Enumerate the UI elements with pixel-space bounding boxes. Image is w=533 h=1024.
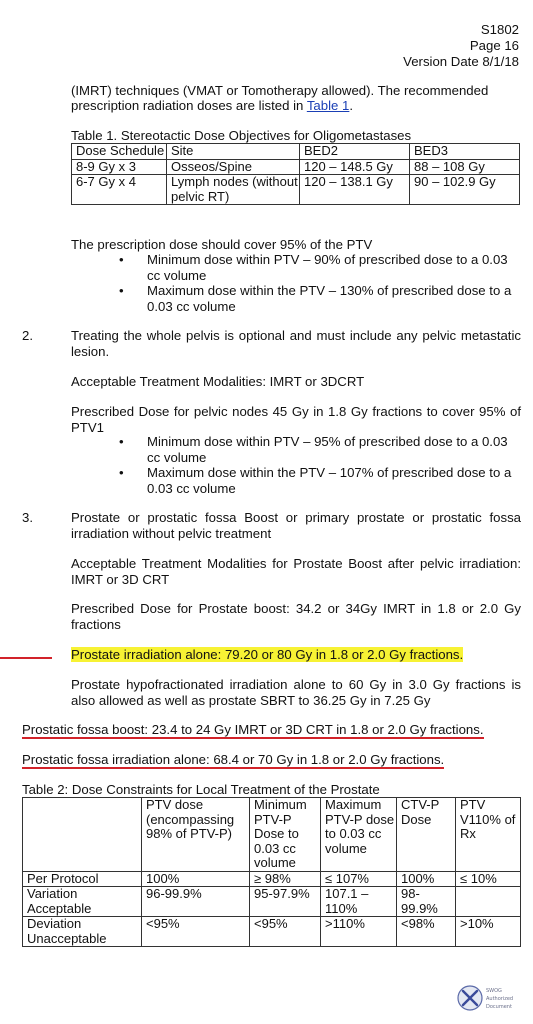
- intro-line-2: [71, 98, 521, 114]
- seal-line-2: Authorized: [486, 996, 514, 1002]
- table-cell: 100%: [397, 871, 456, 887]
- table-cell: <95%: [250, 917, 321, 947]
- table-header-cell: BED3: [410, 144, 520, 160]
- table-cell: 100%: [142, 871, 250, 887]
- table1-link[interactable]: Table 1: [306, 98, 350, 113]
- table-header-cell: Dose Schedule: [72, 144, 167, 160]
- bullet-icon: •: [119, 283, 124, 298]
- table-header-cell: Minimum PTV-P Dose to 0.03 cc volume: [250, 798, 321, 872]
- table-cell: <95%: [142, 917, 250, 947]
- table-row: [23, 917, 521, 947]
- fossa-boost-line: [22, 722, 506, 738]
- table-cell: 6-7 Gy x 4: [72, 175, 167, 205]
- table-header-cell: [23, 798, 142, 872]
- bullet-icon: •: [119, 252, 124, 267]
- table1-caption: Table 1. Stereotactic Dose Objectives for Oligometastases: [71, 128, 412, 143]
- table-header-cell: PTV V110% of Rx: [456, 798, 521, 872]
- table-cell: 8-9 Gy x 3: [72, 159, 167, 175]
- swog-seal-icon: [456, 980, 524, 1016]
- document-id: S1802: [480, 22, 519, 37]
- table-row: [72, 159, 520, 175]
- table-cell: 96-99.9%: [142, 887, 250, 917]
- version-date: Version Date 8/1/18: [403, 54, 519, 69]
- table-cell: 98-99.9%: [397, 887, 456, 917]
- table-cell: 120 – 138.1 Gy: [300, 175, 410, 205]
- table-cell: Variation Acceptable: [23, 887, 142, 917]
- ptv-bullet-2: Maximum dose within the PTV – 130% of prescribed dose to a 0.03 cc volume: [147, 283, 512, 314]
- table-row: [72, 175, 520, 205]
- item-number-2: 2.: [22, 328, 33, 343]
- seal-line-1: SWOG: [486, 988, 502, 994]
- ptv-bullet-1: Minimum dose within PTV – 90% of prescribed dose to a 0.03 cc volume: [147, 252, 508, 283]
- table2: [22, 797, 521, 947]
- item2-prescribed: Prescribed Dose for pelvic nodes 45 Gy in 1.8 Gy fractions to cover 95% of PTV1: [71, 404, 521, 435]
- item2-bullet-1: Minimum dose within PTV – 95% of prescribed dose to a 0.03 cc volume: [147, 434, 508, 465]
- red-margin-mark: [0, 657, 52, 659]
- item3-text: Prostate or prostatic fossa Boost or primary prostate or prostatic fossa irradiation without pelvic treatment: [71, 510, 521, 541]
- table-cell: 107.1 – 110%: [321, 887, 397, 917]
- fossa-alone-line: [22, 752, 506, 768]
- item3-prescribed: Prescribed Dose for Prostate boost: 34.2 or 34Gy IMRT in 1.8 or 2.0 Gy fractions: [71, 601, 521, 632]
- intro-period: .: [349, 98, 354, 113]
- table-cell: 120 – 148.5 Gy: [300, 159, 410, 175]
- item2-text: Treating the whole pelvis is optional and must include any pelvic metastatic lesion.: [71, 328, 521, 359]
- item-number-3: 3.: [22, 510, 33, 525]
- bullet-icon: •: [119, 465, 124, 480]
- item2-modalities: Acceptable Treatment Modalities: IMRT or 3DCRT: [71, 374, 365, 389]
- table-cell: >110%: [321, 917, 397, 947]
- table2-caption: Table 2: Dose Constraints for Local Treatment of the Prostate: [22, 782, 380, 797]
- table-cell: <98%: [397, 917, 456, 947]
- bullet-icon: •: [119, 434, 124, 449]
- table-cell: Per Protocol: [23, 871, 142, 887]
- highlighted-text: Prostate irradiation alone: 79.20 or 80 Gy in 1.8 or 2.0 Gy fractions.: [71, 647, 464, 662]
- seal-line-3: Document: [486, 1004, 512, 1010]
- table-cell: 95-97.9%: [250, 887, 321, 917]
- table-cell: ≤ 10%: [456, 871, 521, 887]
- item3-modalities: Acceptable Treatment Modalities for Prostate Boost after pelvic irradiation: IMRT or 3D CRT: [71, 556, 521, 587]
- table-row: [72, 144, 520, 160]
- table-row: [23, 798, 521, 872]
- item3-hypo: Prostate hypofractionated irradiation alone to 60 Gy in 3.0 Gy fractions is also allowed as well as prostate SBRT to 36.25 Gy in 7.25 Gy: [71, 677, 521, 708]
- table-row: [23, 871, 521, 887]
- table-row: [23, 887, 521, 917]
- table-header-cell: CTV-P Dose: [397, 798, 456, 872]
- table-cell: Lymph nodes (without pelvic RT): [167, 175, 300, 205]
- ptv-intro: The prescription dose should cover 95% of the PTV: [71, 237, 373, 252]
- table-cell: 90 – 102.9 Gy: [410, 175, 520, 205]
- page-number: Page 16: [469, 38, 519, 53]
- item2-bullet-2: Maximum dose within the PTV – 107% of prescribed dose to a 0.03 cc volume: [147, 465, 512, 496]
- table-cell: ≥ 98%: [250, 871, 321, 887]
- intro-text: prescription radiation doses are listed in: [71, 98, 307, 113]
- table-cell: ≤ 107%: [321, 871, 397, 887]
- table-header-cell: Maximum PTV-P dose to 0.03 cc volume: [321, 798, 397, 872]
- table-header-cell: PTV dose (encompassing 98% of PTV-P): [142, 798, 250, 872]
- table-cell: >10%: [456, 917, 521, 947]
- intro-line-1: (IMRT) techniques (VMAT or Tomotherapy allowed). The recommended: [71, 83, 489, 98]
- table-header-cell: Site: [167, 144, 300, 160]
- prostate-alone-line: [71, 647, 463, 663]
- table1: [71, 143, 520, 205]
- table-cell: 88 – 108 Gy: [410, 159, 520, 175]
- table-cell: Deviation Unacceptable: [23, 917, 142, 947]
- table-cell: Osseos/Spine: [167, 159, 300, 175]
- fossa-alone-text: Prostatic fossa irradiation alone: 68.4 or 70 Gy in 1.8 or 2.0 Gy fractions.: [22, 752, 445, 767]
- table-header-cell: BED2: [300, 144, 410, 160]
- table-cell: [456, 887, 521, 917]
- fossa-boost-text: Prostatic fossa boost: 23.4 to 24 Gy IMRT or 3D CRT in 1.8 or 2.0 Gy fractions.: [22, 722, 484, 737]
